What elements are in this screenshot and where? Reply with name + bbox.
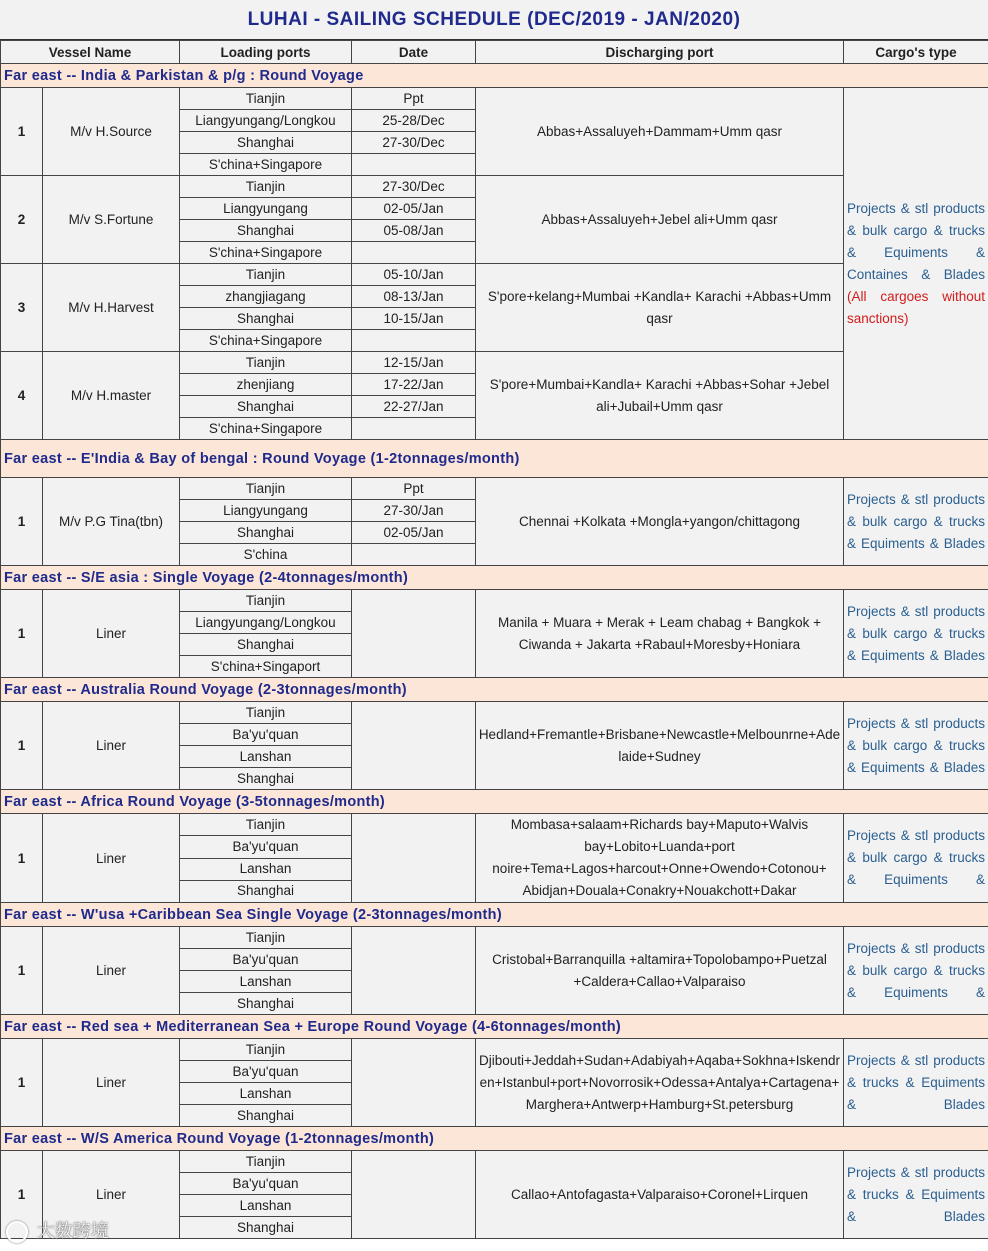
vessel-name: Liner — [43, 1039, 180, 1127]
table-row — [1, 88, 988, 110]
loading-port: Shanghai — [180, 993, 352, 1015]
section-header: Far east -- Africa Round Voyage (3-5tonnages/month) — [1, 790, 988, 814]
table-row — [1, 1151, 988, 1173]
cargo-type — [844, 88, 988, 440]
section-header: Far east -- India & Parkistan & p/g : Round Voyage — [1, 64, 988, 88]
discharging-port: Manila + Muara + Merak + Leam chabag + Bangkok + Ciwanda + Jakarta +Rabaul+Moresby+Honiara — [476, 590, 844, 678]
row-number: 1 — [1, 814, 43, 903]
loading-port: Shanghai — [180, 880, 352, 902]
discharging-port: Chennai +Kolkata +Mongla+yangon/chittagong — [476, 478, 844, 566]
table-row — [1, 352, 988, 374]
date-cell: 17-22/Jan — [352, 374, 476, 396]
discharging-port: Djibouti+Jeddah+Sudan+Adabiyah+Aqaba+Sokhna+Iskendren+Istanbul+port+Novorrosik+Odessa+Antalya+Cartagena+Marghera+Antwerp+Hamburg+St.petersburg — [476, 1039, 844, 1127]
loading-port: Liangyungang/Longkou — [180, 612, 352, 634]
discharging-port: Cristobal+Barranquilla +altamira+Topolobampo+Puetzal +Caldera+Callao+Valparaiso — [476, 927, 844, 1015]
loading-port: Shanghai — [180, 768, 352, 790]
date-cell: 05-08/Jan — [352, 220, 476, 242]
section-header: Far east -- Australia Round Voyage (2-3tonnages/month) — [1, 678, 988, 702]
date-cell: 10-15/Jan — [352, 308, 476, 330]
loading-port: Tianjin — [180, 1039, 352, 1061]
table-row — [1, 1039, 988, 1061]
table-row — [1, 590, 988, 612]
date-cell: 12-15/Jan — [352, 352, 476, 374]
cargo-note: (All cargoes without sanctions) — [847, 288, 985, 326]
date-cell — [352, 330, 476, 352]
loading-port: Lanshan — [180, 1195, 352, 1217]
vessel-name: Liner — [43, 927, 180, 1015]
loading-port: Tianjin — [180, 1151, 352, 1173]
section-header: Far east -- S/E asia : Single Voyage (2-4tonnages/month) — [1, 566, 988, 590]
table-row — [1, 814, 988, 836]
loading-port: Ba'yu'quan — [180, 724, 352, 746]
loading-port: Tianjin — [180, 590, 352, 612]
date-cell — [352, 544, 476, 566]
loading-port: S'china+Singapore — [180, 418, 352, 440]
header-vessel: Vessel Name — [1, 41, 180, 64]
loading-port: Ba'yu'quan — [180, 949, 352, 971]
date-cell — [352, 154, 476, 176]
row-number: 4 — [1, 352, 43, 440]
cargo-type: Projects & stl products & bulk cargo & trucks & Equiments & — [844, 927, 988, 1015]
header-loading: Loading ports — [180, 41, 352, 64]
loading-port: Tianjin — [180, 478, 352, 500]
row-number: 2 — [1, 176, 43, 264]
date-cell: 05-10/Jan — [352, 264, 476, 286]
loading-port: Lanshan — [180, 971, 352, 993]
date-cell — [352, 418, 476, 440]
vessel-name: M/v H.master — [43, 352, 180, 440]
discharging-port: Callao+Antofagasta+Valparaiso+Coronel+Lirquen — [476, 1151, 844, 1239]
section-header: Far east -- W'usa +Caribbean Sea Single Voyage (2-3tonnages/month) — [1, 903, 988, 927]
date-cell: 27-30/Jan — [352, 500, 476, 522]
loading-port: Lanshan — [180, 1083, 352, 1105]
section-header: Far east -- Red sea + Mediterranean Sea + Europe Round Voyage (4-6tonnages/month) — [1, 1015, 988, 1039]
row-number: 1 — [1, 88, 43, 176]
date-cell: Ppt — [352, 478, 476, 500]
loading-port: S'china+Singapore — [180, 242, 352, 264]
cargo-type-text: Projects & stl products & bulk cargo & trucks & Equiments & Containes & Blades — [847, 200, 985, 282]
vessel-name: Liner — [43, 814, 180, 903]
row-number: 1 — [1, 927, 43, 1015]
schedule-table — [0, 40, 988, 1239]
loading-port: zhangjiagang — [180, 286, 352, 308]
watermark — [6, 1217, 109, 1243]
loading-port: Ba'yu'quan — [180, 1061, 352, 1083]
date-cell: Ppt — [352, 88, 476, 110]
page-title: LUHAI - SAILING SCHEDULE (DEC/2019 - JAN/2020) — [0, 0, 988, 40]
cargo-type: Projects & stl products & trucks & Equiments & Blades — [844, 1151, 988, 1239]
row-number: 1 — [1, 590, 43, 678]
table-row — [1, 478, 988, 500]
header-row — [1, 41, 988, 64]
loading-port: Tianjin — [180, 702, 352, 724]
loading-port: S'china+Singapore — [180, 154, 352, 176]
loading-port: Shanghai — [180, 220, 352, 242]
section-header: Far east -- E'India & Bay of bengal : Round Voyage (1-2tonnages/month) — [1, 440, 988, 478]
table-row — [1, 176, 988, 198]
date-cell: 25-28/Dec — [352, 110, 476, 132]
vessel-name: Liner — [43, 590, 180, 678]
date-cell — [352, 242, 476, 264]
loading-port: Tianjin — [180, 352, 352, 374]
discharging-port: S'pore+Mumbai+Kandla+ Karachi +Abbas+Sohar +Jebel ali+Jubail+Umm qasr — [476, 352, 844, 440]
vessel-name: M/v S.Fortune — [43, 176, 180, 264]
date-cell: 02-05/Jan — [352, 198, 476, 220]
header-discharging: Discharging port — [476, 41, 844, 64]
table-row — [1, 927, 988, 949]
loading-port: Shanghai — [180, 308, 352, 330]
cargo-type: Projects & stl products & bulk cargo & trucks & Equiments & — [844, 814, 988, 903]
loading-port: Shanghai — [180, 396, 352, 418]
loading-port: Tianjin — [180, 927, 352, 949]
vessel-name: Liner — [43, 1151, 180, 1239]
table-row — [1, 702, 988, 724]
discharging-port: Abbas+Assaluyeh+Jebel ali+Umm qasr — [476, 176, 844, 264]
loading-port: S'china — [180, 544, 352, 566]
table-row — [1, 264, 988, 286]
loading-port: Shanghai — [180, 1217, 352, 1239]
date-cell — [352, 1039, 476, 1127]
loading-port: Tianjin — [180, 814, 352, 836]
date-cell — [352, 1151, 476, 1239]
cargo-type: Projects & stl products & bulk cargo & trucks & Equiments & Blades — [844, 478, 988, 566]
date-cell: 22-27/Jan — [352, 396, 476, 418]
header-date: Date — [352, 41, 476, 64]
cargo-type: Projects & stl products & trucks & Equiments & Blades — [844, 1039, 988, 1127]
loading-port: zhenjiang — [180, 374, 352, 396]
loading-port: Liangyungang — [180, 198, 352, 220]
row-number: 1 — [1, 478, 43, 566]
loading-port: S'china+Singaport — [180, 656, 352, 678]
date-cell: 08-13/Jan — [352, 286, 476, 308]
loading-port: Liangyungang — [180, 500, 352, 522]
discharging-port: S'pore+kelang+Mumbai +Kandla+ Karachi +Abbas+Umm qasr — [476, 264, 844, 352]
vessel-name: M/v P.G Tina(tbn) — [43, 478, 180, 566]
section-header: Far east -- W/S America Round Voyage (1-2tonnages/month) — [1, 1127, 988, 1151]
date-cell — [352, 927, 476, 1015]
cargo-type: Projects & stl products & bulk cargo & trucks & Equiments & Blades — [844, 702, 988, 790]
loading-port: Shanghai — [180, 1105, 352, 1127]
loading-port: Tianjin — [180, 88, 352, 110]
row-number: 1 — [1, 1039, 43, 1127]
discharging-port: Hedland+Fremantle+Brisbane+Newcastle+Melbounrne+Adelaide+Sudney — [476, 702, 844, 790]
loading-port: Ba'yu'quan — [180, 836, 352, 858]
loading-port: Shanghai — [180, 522, 352, 544]
loading-port: S'china+Singapore — [180, 330, 352, 352]
loading-port: Shanghai — [180, 634, 352, 656]
date-cell — [352, 814, 476, 903]
date-cell — [352, 702, 476, 790]
row-number: 3 — [1, 264, 43, 352]
header-cargo: Cargo's type — [844, 41, 988, 64]
loading-port: Tianjin — [180, 264, 352, 286]
vessel-name: Liner — [43, 702, 180, 790]
watermark-text: 大数跨境 — [36, 1221, 109, 1242]
discharging-port: Mombasa+salaam+Richards bay+Maputo+Walvis bay+Lobito+Luanda+port noire+Tema+Lagos+harcout+Onne+Owendo+Cotonou+ Abidjan+Douala+Conakry+Nouakchott+Dakar — [476, 814, 844, 903]
loading-port: Lanshan — [180, 746, 352, 768]
discharging-port: Abbas+Assaluyeh+Dammam+Umm qasr — [476, 88, 844, 176]
loading-port: Lanshan — [180, 858, 352, 880]
date-cell — [352, 590, 476, 678]
loading-port: Tianjin — [180, 176, 352, 198]
row-number: 1 — [1, 1151, 43, 1239]
cargo-type: Projects & stl products & bulk cargo & trucks & Equiments & Blades — [844, 590, 988, 678]
row-number: 1 — [1, 702, 43, 790]
date-cell: 27-30/Dec — [352, 132, 476, 154]
date-cell: 27-30/Dec — [352, 176, 476, 198]
date-cell: 02-05/Jan — [352, 522, 476, 544]
watermark-logo-icon — [6, 1221, 28, 1243]
loading-port: Shanghai — [180, 132, 352, 154]
vessel-name: M/v H.Source — [43, 88, 180, 176]
loading-port: Liangyungang/Longkou — [180, 110, 352, 132]
vessel-name: M/v H.Harvest — [43, 264, 180, 352]
loading-port: Ba'yu'quan — [180, 1173, 352, 1195]
